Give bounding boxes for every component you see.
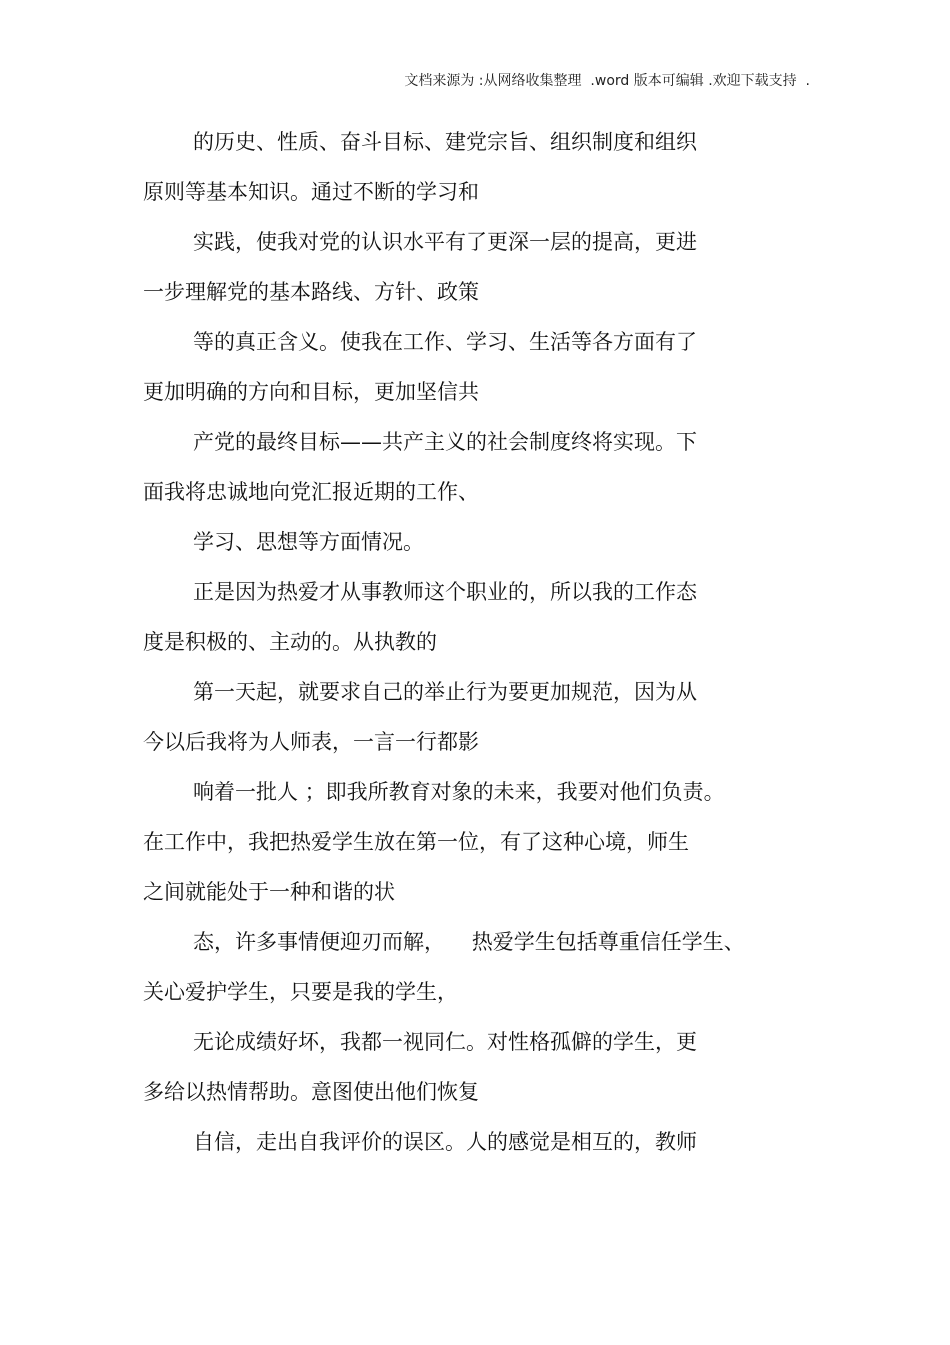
text-line: 自信，走出自我评价的误区。人的感觉是相互的，教师 (193, 1130, 697, 1154)
text-line: 学习、思想等方面情况。 (193, 530, 424, 554)
text-line: 实践，使我对党的认识水平有了更深一层的提高，更进 (193, 230, 697, 254)
text-line: 原则等基本知识。通过不断的学习和 (143, 180, 479, 204)
text-line: 的历史、性质、奋斗目标、建党宗旨、组织制度和组织 (193, 130, 697, 154)
text-line: 关心爱护学生，只要是我的学生， (143, 980, 458, 1004)
text-line: 正是因为热爱才从事教师这个职业的，所以我的工作态 (193, 580, 697, 604)
text-line: 今以后我将为人师表，一言一行都影 (143, 730, 479, 754)
document-source-note: 文档来源为 :从网络收集整理 .word 版本可编辑 .欢迎下载支持 . (404, 73, 810, 89)
text-line: 一步理解党的基本路线、方针、政策 (143, 280, 479, 304)
text-line: 在工作中，我把热爱学生放在第一位，有了这种心境，师生 (143, 830, 689, 854)
text-line: 更加明确的方向和目标，更加坚信共 (143, 380, 479, 404)
text-line: 无论成绩好坏，我都一视同仁。对性格孤僻的学生，更 (193, 1030, 697, 1054)
text-line: 面我将忠诚地向党汇报近期的工作、 (143, 480, 479, 504)
text-line: 度是积极的、主动的。从执教的 (143, 630, 437, 654)
text-line: 产党的最终目标——共产主义的社会制度终将实现。下 (193, 430, 697, 454)
text-line: 第一天起，就要求自己的举止行为要更加规范，因为从 (193, 680, 697, 704)
text-line: 多给以热情帮助。意图使出他们恢复 (143, 1080, 479, 1104)
text-line: 态，许多事情便迎刃而解， 热爱学生包括尊重信任学生、 (193, 930, 745, 954)
text-line: 等的真正含义。使我在工作、学习、生活等各方面有了 (193, 330, 697, 354)
text-line: 之间就能处于一种和谐的状 (143, 880, 395, 904)
text-line: 响着一批人 ；即我所教育对象的未来，我要对他们负责。 (193, 780, 725, 804)
